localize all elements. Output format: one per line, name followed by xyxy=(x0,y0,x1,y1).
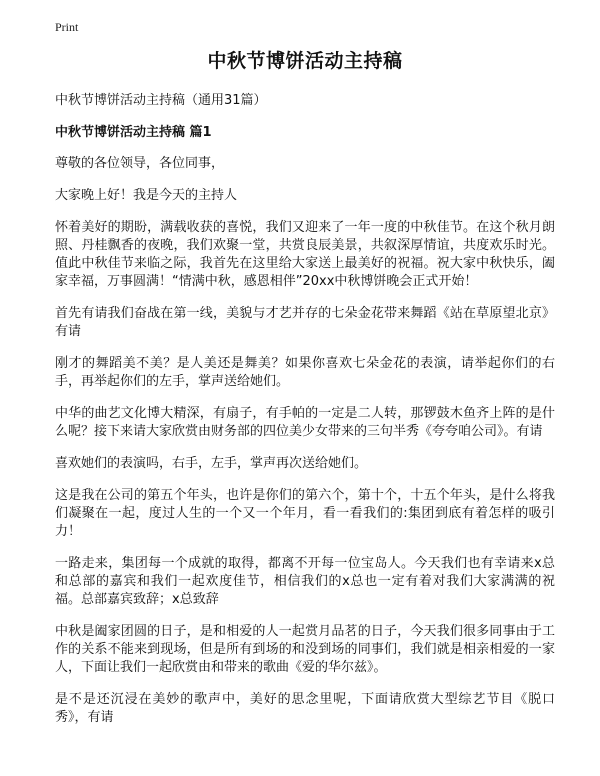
paragraph-intro: 大家晚上好！我是今天的主持人 xyxy=(55,188,238,203)
paragraph-dance-followup: 刚才的舞蹈美不美？是人美还是舞美？如果你喜欢七朵金花的表演，请举起你们的右手，再举起你们的左手，掌声送给她们。 xyxy=(55,356,555,389)
document-subtitle: 中秋节博饼活动主持稿（通用31篇） xyxy=(55,93,267,108)
paragraph-company: 这是我在公司的第五个年头，也许是你们的第六个，第十个，十五个年头，是什么将我们凝聚在一起，度过人生的一个又一个年月，看一看我们的:集团到底有着怎样的吸引力！ xyxy=(55,488,555,539)
paragraph-talkshow: 是不是还沉浸在美妙的歌声中，美好的思念里呢，下面请欣赏大型综艺节目《脱口秀》，有请 xyxy=(55,692,555,725)
paragraph-opening: 怀着美好的期盼，满载收获的喜悦，我们又迎来了一年一度的中秋佳节。在这个秋月朗照、丹桂飘香的夜晚，我们欢聚一堂，共赏良辰美景，共叙深厚情谊，共度欢乐时光。值此中秋佳节来临之际，我首先在这里给大家送上最美好的祝福。祝大家中秋快乐，阖家幸福，万事圆满！“情满中秋，感恩相伴”20xx中秋博饼晚会正式开始！ xyxy=(55,220,555,289)
paragraph-sketch-followup: 喜欢她们的表演吗，右手，左手，掌声再次送给她们。 xyxy=(55,456,368,471)
document-title: 中秋节博饼活动主持稿 xyxy=(207,50,403,72)
paragraph-song: 中秋是阖家团圆的日子，是和相爱的人一起赏月品茗的日子，今天我们很多同事由于工作的关系不能来到现场，但是所有到场的和没到场的同事们，我们就是相亲相爱的一家人，下面让我们一起欣赏由和带来的歌曲《爱的华尔兹》。 xyxy=(55,624,555,675)
paragraph-speech: 一路走来，集团每一个成就的取得，都离不开每一位宝岛人。今天我们也有幸请来x总和总部的嘉宾和我们一起欢度佳节，相信我们的x总也一定有着对我们大家满满的祝福。总部嘉宾致辞；x总致辞 xyxy=(55,556,555,607)
print-link[interactable]: Print xyxy=(55,20,79,34)
document-body xyxy=(55,50,555,741)
paragraph-sketch: 中华的曲艺文化博大精深，有扇子，有手帕的一定是二人转，那锣鼓木鱼齐上阵的是什么呢？接下来请大家欣赏由财务部的四位美少女带来的三句半秀《夸夸咱公司》。有请 xyxy=(55,406,555,439)
section-heading: 中秋节博饼活动主持稿 篇1 xyxy=(55,125,212,140)
paragraph-dance: 首先有请我们奋战在第一线，美貌与才艺并存的七朵金花带来舞蹈《站在草原望北京》有请 xyxy=(55,306,555,339)
paragraph-greeting: 尊敬的各位领导，各位同事， xyxy=(55,156,225,171)
